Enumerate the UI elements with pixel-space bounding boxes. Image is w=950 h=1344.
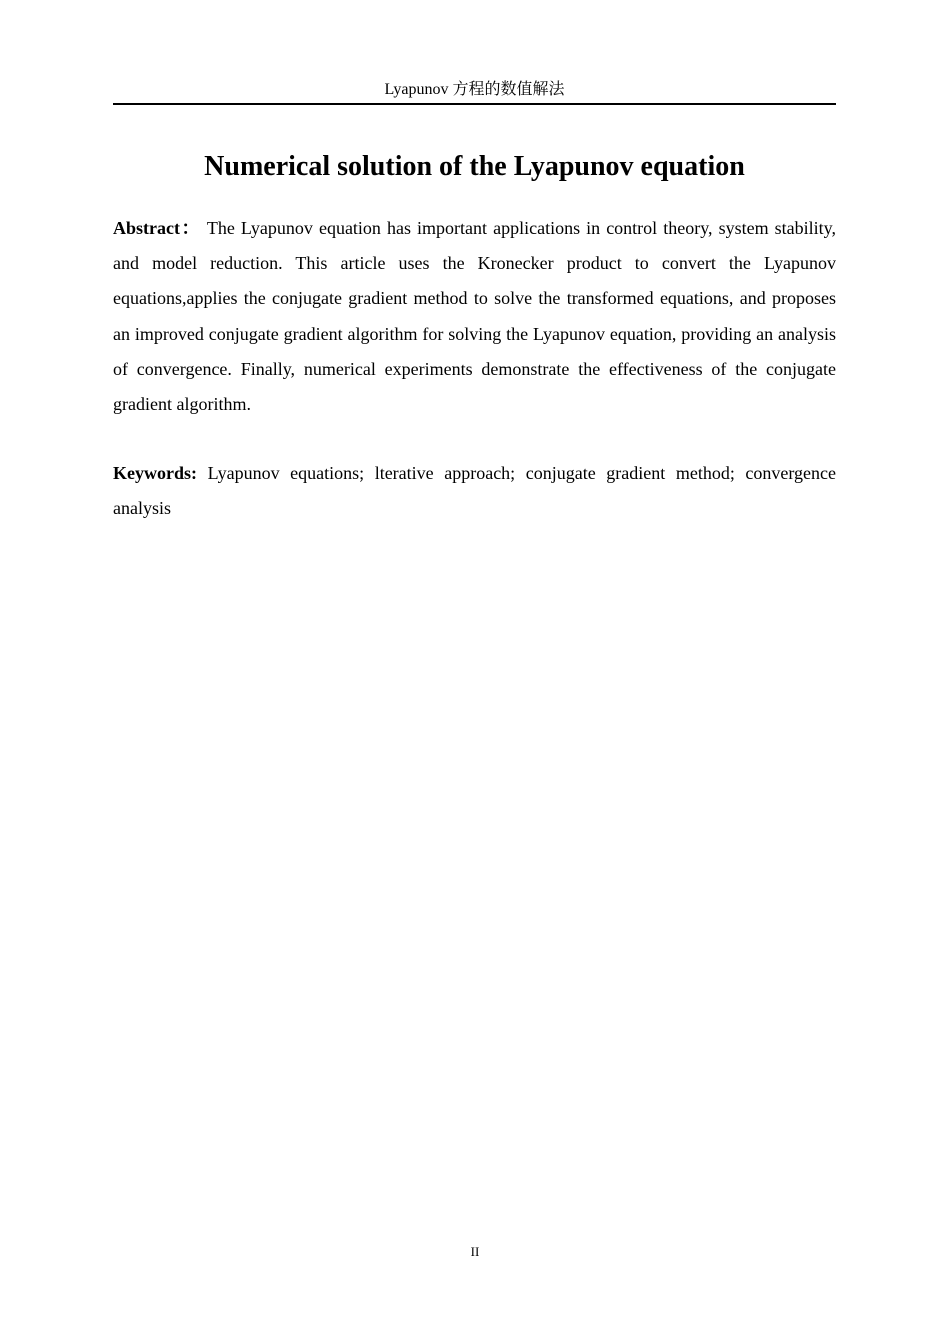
keywords-paragraph [113, 456, 836, 526]
keywords-label: Keywords: [113, 463, 197, 483]
running-header: Lyapunov 方程的数值解法 [384, 81, 565, 98]
page-number: II [470, 1244, 480, 1259]
abstract-label: Abstract： [113, 218, 202, 238]
document-title: Numerical solution of the Lyapunov equation [204, 151, 745, 182]
keywords-text: Lyapunov equations; lterative approach; conjugate gradient method; convergence analysis [113, 463, 837, 519]
header-rule [113, 103, 836, 105]
abstract-text: The Lyapunov equation has important applications in control theory, system stability, and model reduction. This article uses the Kronecker product to convert the Lyapunov equations,applies the conjugate gradient method to solve the transformed equations, and proposes an improved conjugate gradient algorithm for solving the Lyapunov equation, providing an analysis of convergence. Finally, numerical experiments demonstrate the effectiveness of the conjugate gradient algorithm. [113, 218, 837, 415]
abstract-paragraph [113, 211, 836, 422]
